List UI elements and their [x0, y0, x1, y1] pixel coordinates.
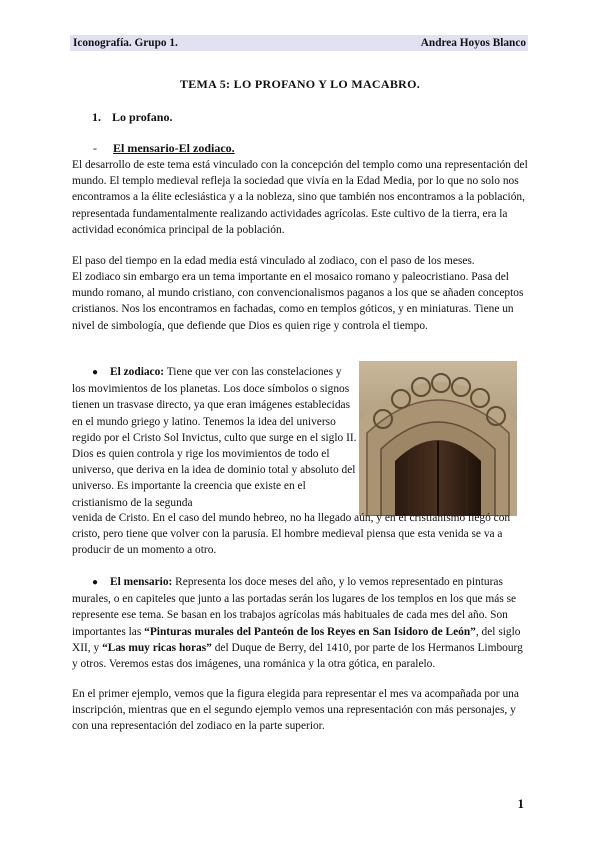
mensario-artwork-2: “Las muy ricas horas” [102, 641, 212, 654]
zodiac-paragraph-continued: venida de Cristo. En el caso del mundo hebreo, no ha llegado aún, y en el cristianismo llegó con cristo, pero tiene que volver con la parusía. El hombre medieval piensa que esta venida se va a producir de un momento a otro. [72, 512, 511, 557]
mensario-paragraph [72, 574, 528, 672]
page-title: TEMA 5: LO PROFANO Y LO MACABRO. [179, 77, 421, 91]
bullet-icon: ● [92, 367, 99, 378]
intro-paragraph-3: El zodiaco sin embargo era un tema importante en el mosaico romano y paleocristiano. Pasa del mundo romano, al mundo cristiano, con convencionalismos paganos a los que se añaden conceptos cristianos. Nos los encontramos en fachadas, como en templos góticos, y en miniaturas. Tiene un nivel de simbología, que defiende que Dios es quien rige y controla el tiempo. [72, 271, 524, 332]
mensario-term: El mensario: [110, 576, 173, 588]
mensario-text-2: , del siglo XII, y [72, 625, 521, 654]
header-course: Iconografía. Grupo 1. [73, 37, 178, 49]
bullet-icon: ● [92, 577, 99, 588]
section-number: 1. [92, 110, 101, 124]
mensario-text-3: del Duque de Berry, del 1410, por parte de los Hermanos Limbourg y otros. Veremos estas dos imágenes, una románica y la otra gótica, en paralelo. [72, 641, 523, 671]
romanesque-zodiac-arch-photo [359, 361, 517, 516]
intro-paragraph: El desarrollo de este tema está vinculado con la concepción del templo como una representación del mundo. El templo medieval refleja la sociedad que vivía en la Edad Media, por lo que no solo nos encontramos a la élite eclesiástica y a la nobleza, sino que también nos encontramos a la población, representada fundamentalmente realizando actividades agrícolas. Este cultivo de la tierra, era la actividad económica principal de la población. [72, 159, 528, 236]
zodiac-term: El zodiaco: [110, 366, 165, 378]
zodiac-paragraph [72, 364, 357, 511]
subsection-label: El mensario-El zodiaco. [113, 141, 235, 155]
page-header [70, 35, 528, 51]
intro-paragraph-2: El paso del tiempo en la edad media está vinculado al zodiaco, con el paso de los meses. [72, 255, 475, 267]
section-heading [92, 110, 172, 125]
subsection-dash: - [93, 141, 97, 155]
zodiac-text: Tiene que ver con las constelaciones y los movimientos de los planetas. Los doce símbolos o signos tienen un trasvase directo, ya que eran imágenes establecidas en el mundo griego y latino. Tenemos la idea del universo regido por el Cristo Sol Invictus, culto que surge en el siglo II. Dios es quien controla y rige los movimientos de todo el universo, que deriva en la idea de dominio total y absoluto del universo. Es importante la creencia que existe en el cristianismo de la segunda [72, 366, 357, 509]
mensario-artwork-1: “Pinturas murales del Panteón de los Reyes en San Isidoro de León” [144, 625, 476, 638]
section-label: Lo profano. [112, 110, 173, 124]
subsection-heading [93, 141, 235, 156]
mensario-text-1: Representa los doce meses del año, y lo vemos representado en pinturas murales, o en capiteles que junto a las portadas serán los lugares de los templos en los que más se represente ese tema. Se basan en los trabajos agrícolas más habituales de cada mes del año. Son importantes las [72, 576, 517, 638]
closing-paragraph: En el primer ejemplo, vemos que la figura elegida para representar el mes va acompañada por una inscripción, mientras que en el segundo ejemplo vemos una representación con más personajes, y con una representación del zodiaco en la parte superior. [72, 688, 519, 733]
page-number: 1 [517, 796, 524, 811]
header-author: Andrea Hoyos Blanco [420, 37, 526, 49]
